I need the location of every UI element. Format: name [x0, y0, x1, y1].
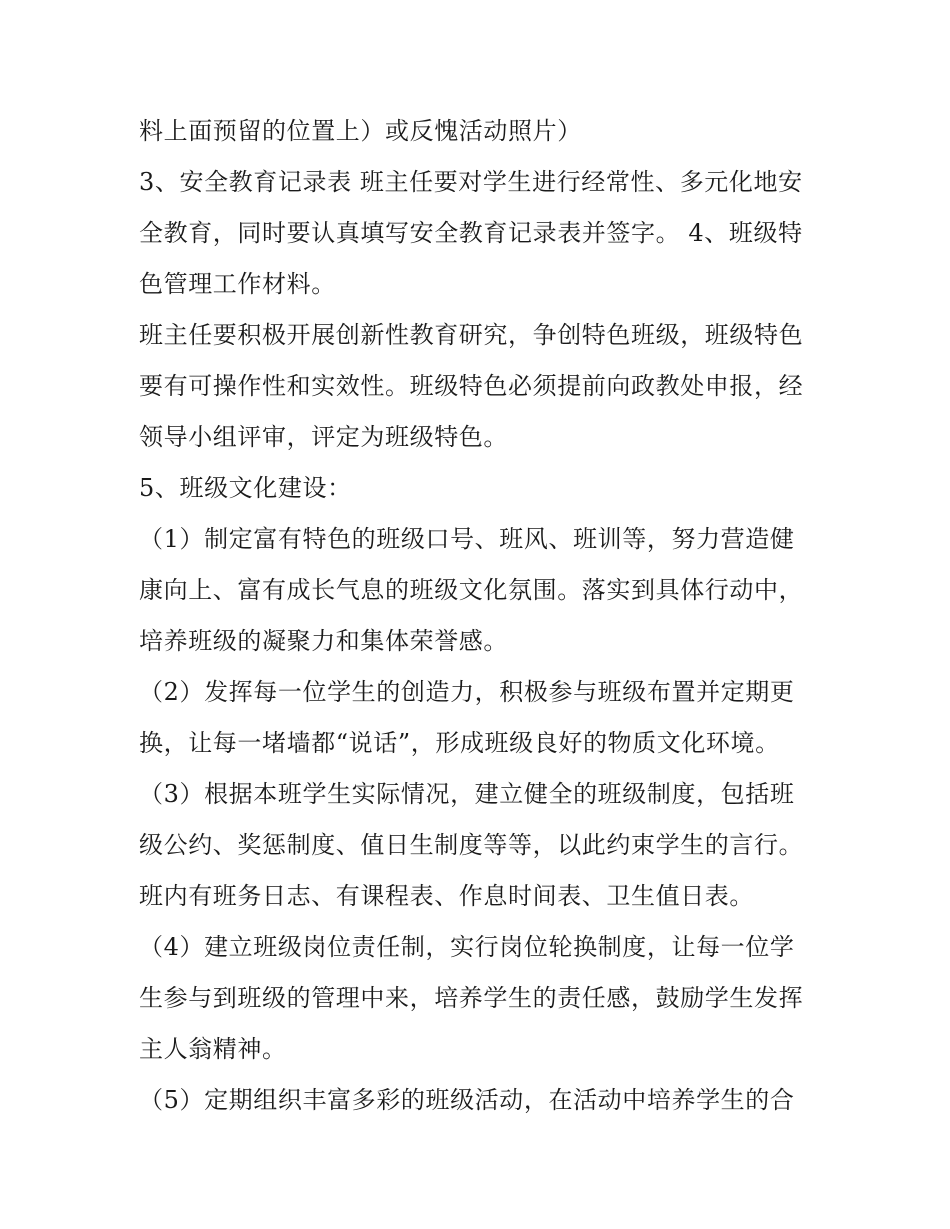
text-line: 班内有班务日志、有课程表、作息时间表、卫生值日表。: [139, 882, 754, 910]
text-line: （1）制定富有特色的班级口号、班风、班训等，努力营造健: [139, 525, 795, 553]
text-line: 色管理工作材料。: [139, 270, 336, 298]
text-line: 领导小组评审，评定为班级特色。: [139, 423, 508, 451]
text-line: （3）根据本班学生实际情况，建立健全的班级制度，包括班: [139, 780, 795, 808]
document-body: [139, 106, 819, 1126]
text-line: 全教育，同时要认真填写安全教育记录表并签字。 4、班级特: [139, 219, 803, 247]
text-line: （4）建立班级岗位责任制，实行岗位轮换制度，让每一位学: [139, 933, 795, 961]
text-line: （2）发挥每一位学生的创造力，积极参与班级布置并定期更: [139, 678, 795, 706]
text-line: 康向上、富有成长气息的班级文化氛围。落实到具体行动中，: [139, 576, 804, 604]
text-line: 换，让每一堵墙都“说话”，形成班级良好的物质文化环境。: [139, 729, 780, 757]
text-line: 生参与到班级的管理中来，培养学生的责任感，鼓励学生发挥: [139, 984, 804, 1012]
text-line: 料上面预留的位置上）或反愧活动照片）: [139, 117, 582, 145]
text-line: 要有可操作性和实效性。班级特色必须提前向政教处申报，经: [139, 372, 804, 400]
text-line: （5）定期组织丰富多彩的班级活动，在活动中培养学生的合: [139, 1086, 795, 1114]
text-line: 主人翁精神。: [139, 1035, 287, 1063]
text-line: 培养班级的凝聚力和集体荣誉感。: [139, 627, 508, 655]
text-line: 3、安全教育记录表 班主任要对学生进行经常性、多元化地安: [139, 168, 803, 196]
text-line: 5、班级文化建设：: [139, 474, 352, 502]
text-line: 班主任要积极开展创新性教育研究，争创特色班级，班级特色: [139, 321, 804, 349]
text-line: 级公约、奖惩制度、值日生制度等等，以此约束学生的言行。: [139, 831, 804, 859]
